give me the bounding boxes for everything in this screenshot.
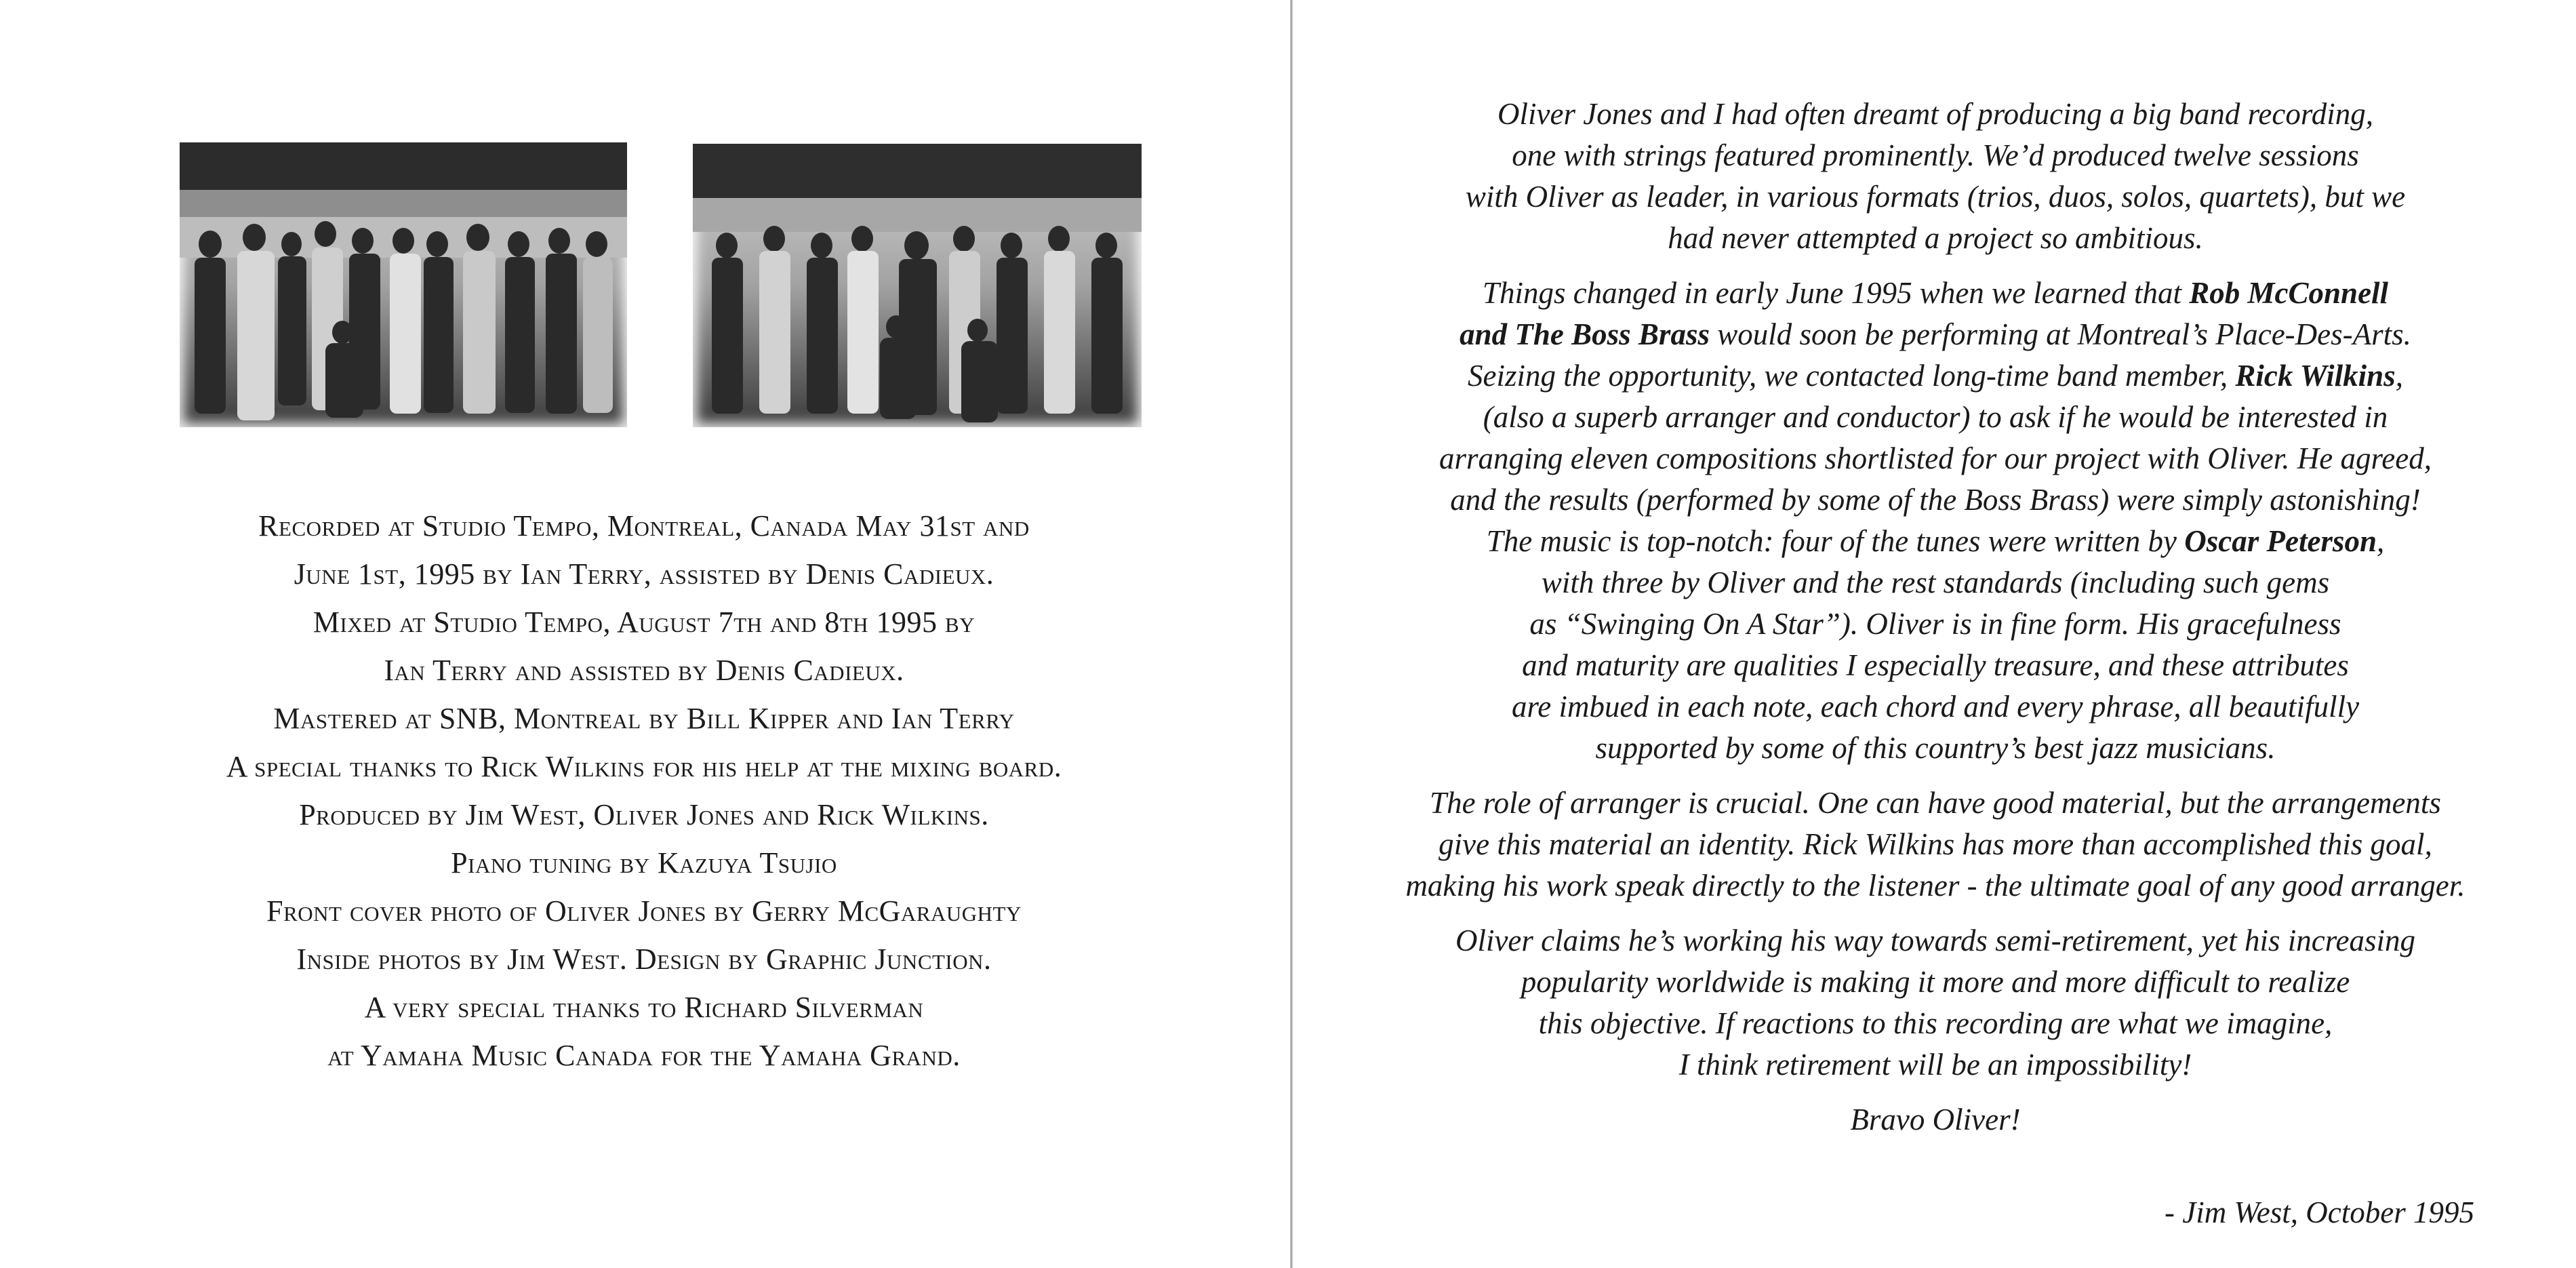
paragraph-2 bbox=[1322, 273, 2549, 769]
text-line: and maturity are qualities I especially treasure, and these attributes bbox=[1522, 648, 2349, 682]
studio-photo-big-band bbox=[180, 142, 627, 427]
name-bold: Oscar Peterson bbox=[2184, 524, 2377, 558]
closing-line: Bravo Oliver! bbox=[1850, 1103, 2021, 1136]
credit-line: Recorded at Studio Tempo, Montreal, Canada May 31st and bbox=[258, 509, 1030, 542]
credit-line: Front cover photo of Oliver Jones by Gerry McGaraughty bbox=[266, 894, 1022, 928]
text-line: supported by some of this country’s best jazz musicians. bbox=[1595, 731, 2276, 765]
liner-notes bbox=[1322, 94, 2549, 1154]
credit-line: Produced by Jim West, Oliver Jones and Rick Wilkins. bbox=[299, 798, 989, 831]
name-bold: Rick Wilkins bbox=[2235, 359, 2396, 393]
credit-line: Inside photos by Jim West. Design by Graphic Junction. bbox=[296, 943, 992, 976]
credit-line: Ian Terry and assisted by Denis Cadieux. bbox=[384, 654, 904, 687]
text-run: Seizing the opportunity, we contacted long-time band member, bbox=[1468, 359, 2236, 393]
credit-line: Mastered at SNB, Montreal by Bill Kipper and Ian Terry bbox=[273, 702, 1015, 735]
credit-line: Mixed at Studio Tempo, August 7th and 8th 1995 by bbox=[313, 606, 975, 639]
text-line: as “Swinging On A Star”). Oliver is in fine form. His gracefulness bbox=[1529, 607, 2341, 641]
text-line: (also a superb arranger and conductor) to ask if he would be interested in bbox=[1483, 400, 2388, 434]
text-run: , bbox=[2376, 524, 2385, 558]
booklet-fold bbox=[1290, 0, 1293, 1268]
text-line bbox=[1322, 273, 2549, 314]
text-run: would soon be performing at Montreal’s Place-Des-Arts. bbox=[1709, 317, 2411, 351]
text-run: The music is top-notch: four of the tunes were written by bbox=[1486, 524, 2185, 558]
group-silhouettes-1 bbox=[180, 142, 627, 427]
text-run: Things changed in early June 1995 when we learned that bbox=[1482, 276, 2190, 310]
text-line: one with strings featured prominently. We’d produced twelve sessions bbox=[1512, 138, 2359, 172]
name-bold: Rob McConnell bbox=[2189, 276, 2389, 310]
credit-line: at Yamaha Music Canada for the Yamaha Grand. bbox=[327, 1039, 961, 1072]
text-line: popularity worldwide is making it more and more difficult to realize bbox=[1521, 965, 2350, 999]
text-line: give this material an identity. Rick Wilkins has more than accomplished this goal, bbox=[1438, 827, 2432, 861]
text-line: are imbued in each note, each chord and every phrase, all beautifully bbox=[1511, 690, 2360, 724]
group-silhouettes-2 bbox=[693, 144, 1142, 427]
text-line: Oliver Jones and I had often dreamt of producing a big band recording, bbox=[1497, 97, 2373, 131]
right-panel bbox=[1295, 0, 2576, 1268]
author-signature: - Jim West, October 1995 bbox=[2164, 1195, 2474, 1229]
paragraph-3 bbox=[1322, 782, 2549, 907]
text-line: The role of arranger is crucial. One can have good material, but the arrangements bbox=[1430, 786, 2441, 820]
text-line: arranging eleven compositions shortlisted for our project with Oliver. He agreed, bbox=[1438, 441, 2432, 475]
name-bold: and The Boss Brass bbox=[1460, 317, 1710, 351]
credit-line: June 1st, 1995 by Ian Terry, assisted by Denis Cadieux. bbox=[294, 557, 994, 591]
recording-credits bbox=[102, 502, 1186, 1079]
text-line bbox=[1322, 521, 2549, 562]
text-line: I think retirement will be an impossibility! bbox=[1678, 1048, 2192, 1082]
paragraph-4 bbox=[1322, 920, 2549, 1086]
credit-line: Piano tuning by Kazuya Tsujio bbox=[451, 846, 837, 879]
text-line: and the results (performed by some of the Boss Brass) were simply astonishing! bbox=[1450, 483, 2421, 517]
paragraph-1 bbox=[1322, 94, 2549, 259]
text-line: with Oliver as leader, in various formats (trios, duos, solos, quartets), but we bbox=[1465, 180, 2406, 214]
text-run: , bbox=[2395, 359, 2403, 393]
studio-photo-strings bbox=[693, 144, 1142, 427]
text-line: making his work speak directly to the listener - the ultimate goal of any good arranger. bbox=[1405, 869, 2466, 903]
text-line bbox=[1322, 314, 2549, 355]
text-line: had never attempted a project so ambitious. bbox=[1668, 221, 2203, 255]
credit-line: A special thanks to Rick Wilkins for his help at the mixing board. bbox=[226, 750, 1062, 783]
text-line: this objective. If reactions to this recording are what we imagine, bbox=[1538, 1006, 2333, 1040]
text-line bbox=[1322, 355, 2549, 397]
credit-line: A very special thanks to Richard Silverman bbox=[364, 991, 924, 1024]
text-line: Oliver claims he’s working his way towards semi-retirement, yet his increasing bbox=[1455, 924, 2416, 957]
text-line: with three by Oliver and the rest standards (including such gems bbox=[1541, 566, 2330, 599]
